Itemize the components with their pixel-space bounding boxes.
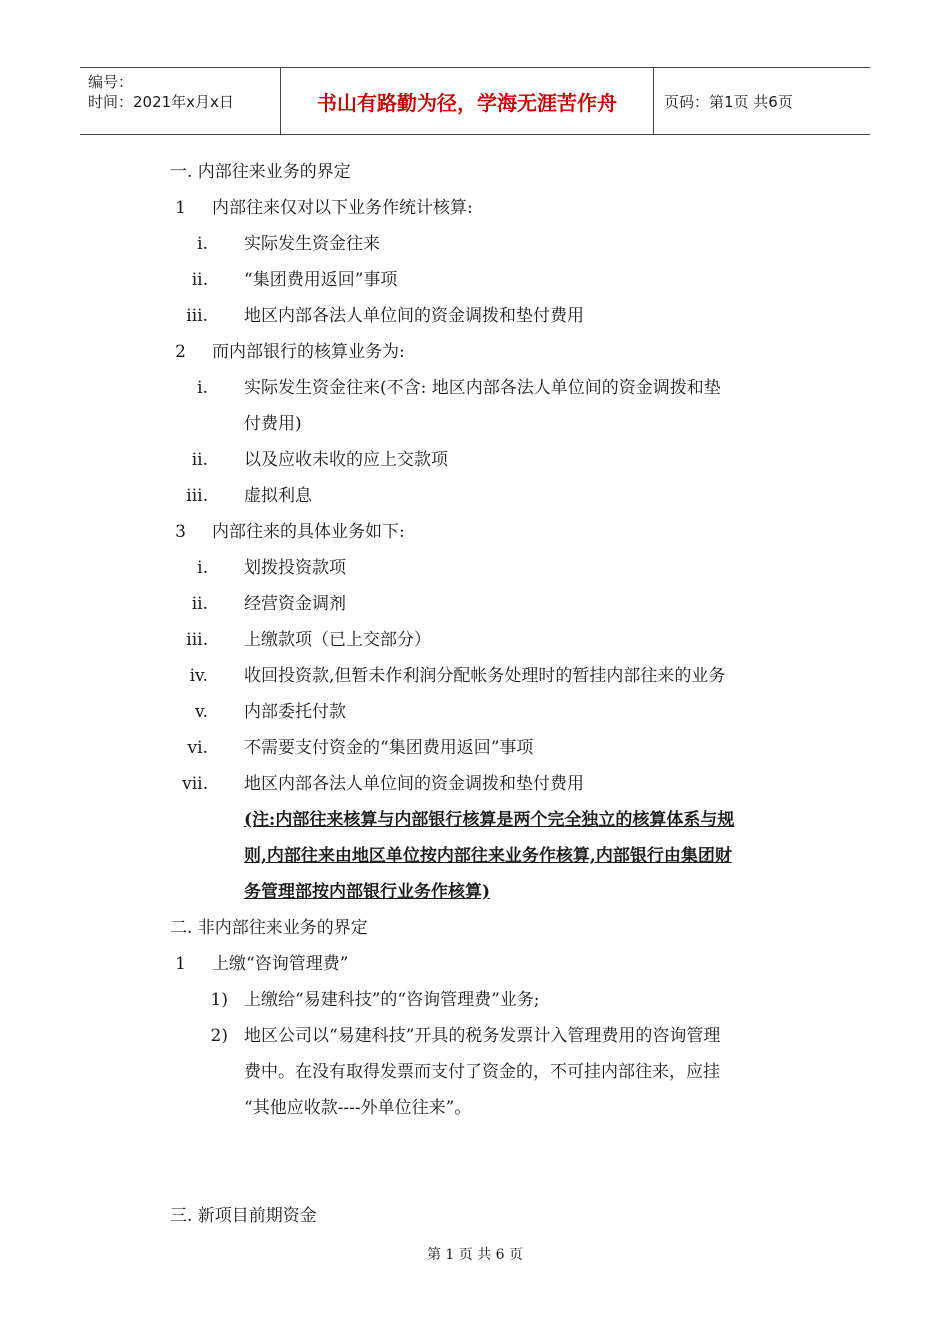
spacer: [0, 1162, 950, 1198]
section-heading: 三. 新项目前期资金: [170, 1206, 317, 1226]
list-item-continuation: 费中。在没有取得发票而支付了资金的，不可挂内部往来，应挂: [244, 1062, 720, 1082]
note-line: 务管理部按内部银行业务作核算): [244, 882, 491, 902]
time-label: 时间：2021年x月x日: [88, 93, 234, 111]
section-heading: 一. 内部往来业务的界定: [170, 162, 351, 182]
note-line: (注:内部往来核算与内部银行核算是两个完全独立的核算体系与规: [244, 810, 735, 830]
page-header: [80, 67, 870, 135]
code-label: 编号：: [88, 73, 134, 91]
document-body: [0, 154, 950, 1234]
list-item: 2) 地区公司以“易建科技”开具的税务发票计入管理费用的咨询管理: [210, 1026, 721, 1046]
list-item: iii. 上缴款项（已上交部分）: [186, 630, 431, 650]
note-line: 则,内部往来由地区单位按内部往来业务作核算,内部银行由集团财: [244, 846, 732, 866]
list-item: ii. “集团费用返回”事项: [191, 270, 398, 290]
header-motto: 书山有路勤为径，学海无涯苦作舟: [280, 68, 654, 134]
list-item: i. 实际发生资金往来: [197, 234, 380, 254]
list-item: iii. 虚拟利息: [186, 486, 312, 506]
header-meta: [80, 68, 280, 134]
page-footer: 第 1 页 共 6 页: [426, 1247, 524, 1263]
subsection-1: 1 内部往来仅对以下业务作统计核算:: [175, 198, 473, 218]
subsection-2: 2 而内部银行的核算业务为:: [175, 342, 405, 362]
list-item: i. 实际发生资金往来(不含: 地区内部各法人单位间的资金调拨和垫: [197, 378, 721, 398]
list-item: ii. 经营资金调剂: [191, 594, 346, 614]
list-item: iv. 收回投资款,但暂未作利润分配帐务处理时的暂挂内部往来的业务: [189, 666, 726, 686]
subsection-1: 1 上缴“咨询管理费”: [175, 954, 349, 974]
section-heading: 二. 非内部往来业务的界定: [170, 918, 368, 938]
list-item: vi. 不需要支付资金的“集团费用返回”事项: [187, 738, 534, 758]
subsection-3: 3 内部往来的具体业务如下:: [175, 522, 405, 542]
list-item: 1) 上缴给“易建科技”的“咨询管理费”业务;: [210, 990, 540, 1010]
list-item: iii. 地区内部各法人单位间的资金调拨和垫付费用: [186, 306, 584, 326]
list-item: vii. 地区内部各法人单位间的资金调拨和垫付费用: [182, 774, 584, 794]
list-item: ii. 以及应收未收的应上交款项: [191, 450, 448, 470]
spacer: [0, 1126, 950, 1162]
header-page-info: 页码：第1页 共6页: [664, 92, 793, 111]
list-item-continuation: “其他应收款----外单位往来”。: [244, 1098, 472, 1118]
list-item: v. 内部委托付款: [195, 702, 346, 722]
list-item-continuation: 付费用): [244, 414, 302, 434]
list-item: i. 划拨投资款项: [197, 558, 346, 578]
